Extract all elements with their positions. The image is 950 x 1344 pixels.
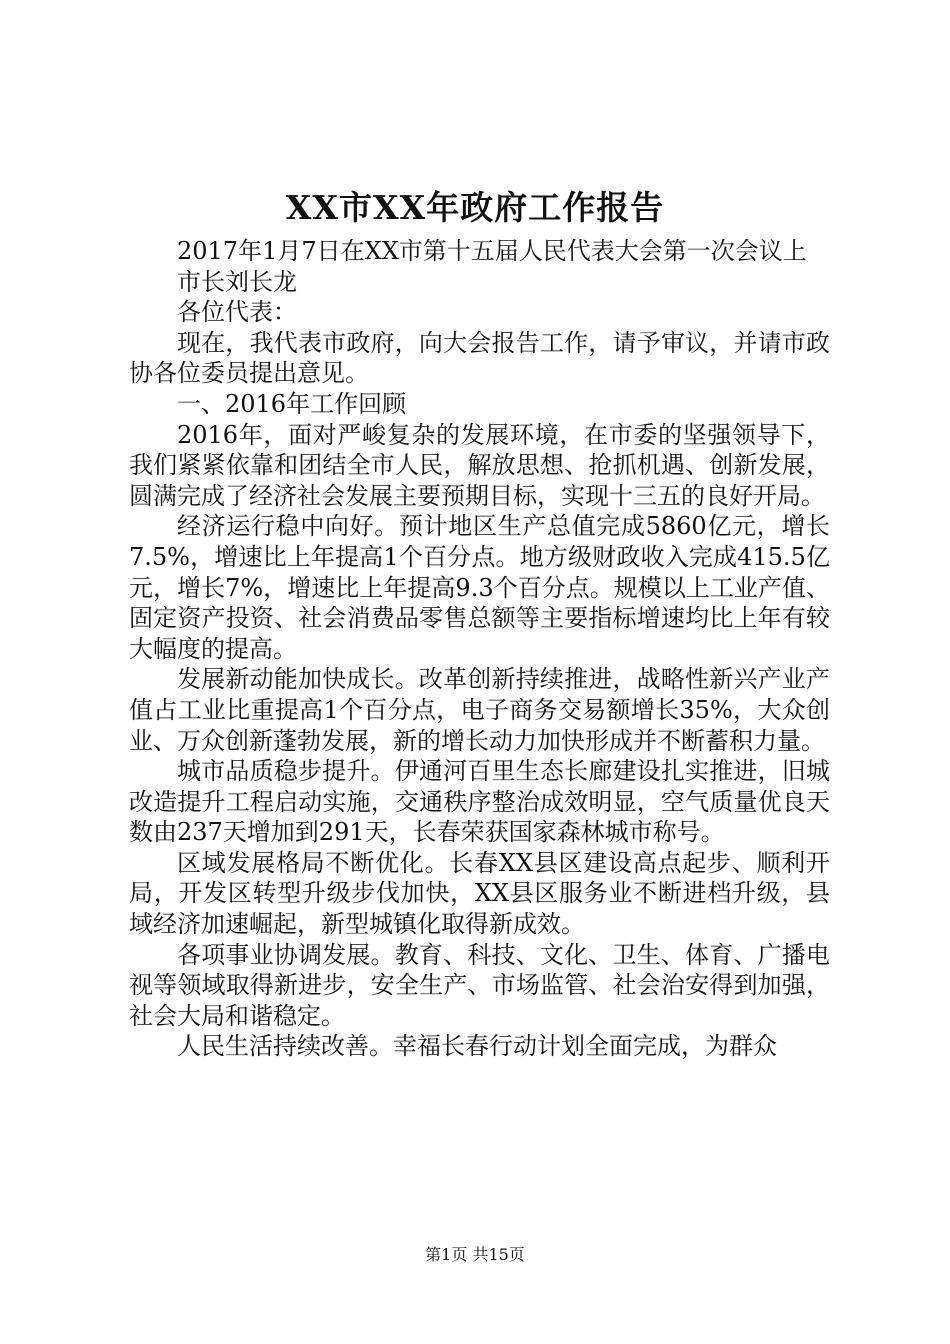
paragraph-economy: 经济运行稳中向好。预计地区生产总值完成5860亿元，增长7.5%，增速比上年提高1个百分点。地方级财政收入完成415.5亿元，增长7%，增速比上年提高9.3个百分点。规模以上工业产值、固定资产投资、社会消费品零售总额等主要指标增速均比上年有较大幅度的提高。 [129, 512, 830, 663]
page-number-footer: 第1页 共15页 [425, 1245, 525, 1264]
section-heading: 一、2016年工作回顾 [177, 389, 407, 418]
paragraph-social-affairs: 各项事业协调发展。教育、科技、文化、卫生、体育、广播电视等领域取得新进步，安全生产、市场监管、社会治安得到加强，社会大局和谐稳定。 [129, 940, 830, 1030]
paragraph-intro: 现在，我代表市政府，向大会报告工作，请予审议，并请市政协各位委员提出意见。 [129, 328, 830, 388]
paragraph-new-momentum: 发展新动能加快成长。改革创新持续推进，战略性新兴产业产值占工业比重提高1个百分点，电子商务交易额增长35%，大众创业、万众创新蓬勃发展，新的增长动力加快形成并不断蓄积力量。 [129, 665, 830, 755]
document-title: XX市XX年政府工作报告 [285, 188, 665, 227]
document-body [129, 236, 830, 1062]
paragraph-overview: 2016年，面对严峻复杂的发展环境，在市委的坚强领导下，我们紧紧依靠和团结全市人民，解放思想、抢抓机遇、创新发展，圆满完成了经济社会发展主要预期目标，实现十三五的良好开局。 [129, 420, 830, 510]
paragraph-speaker: 市长刘长龙 [177, 267, 297, 296]
paragraph-city-quality: 城市品质稳步提升。伊通河百里生态长廊建设扎实推进，旧城改造提升工程启动实施，交通秩序整治成效明显，空气质量优良天数由237天增加到291天，长春荣获国家森林城市称号。 [129, 757, 830, 847]
paragraph-livelihood: 人民生活持续改善。幸福长春行动计划全面完成，为群众 [177, 1032, 777, 1061]
paragraph-salutation: 各位代表： [177, 298, 297, 327]
paragraph-meeting-info: 2017年1月7日在XX市第十五届人民代表大会第一次会议上 [177, 237, 807, 265]
paragraph-regional-development: 区域发展格局不断优化。长春XX县区建设高点起步、顺利开局，开发区转型升级步伐加快，XX县区服务业不断进档升级，县域经济加速崛起，新型城镇化取得新成效。 [129, 848, 830, 939]
